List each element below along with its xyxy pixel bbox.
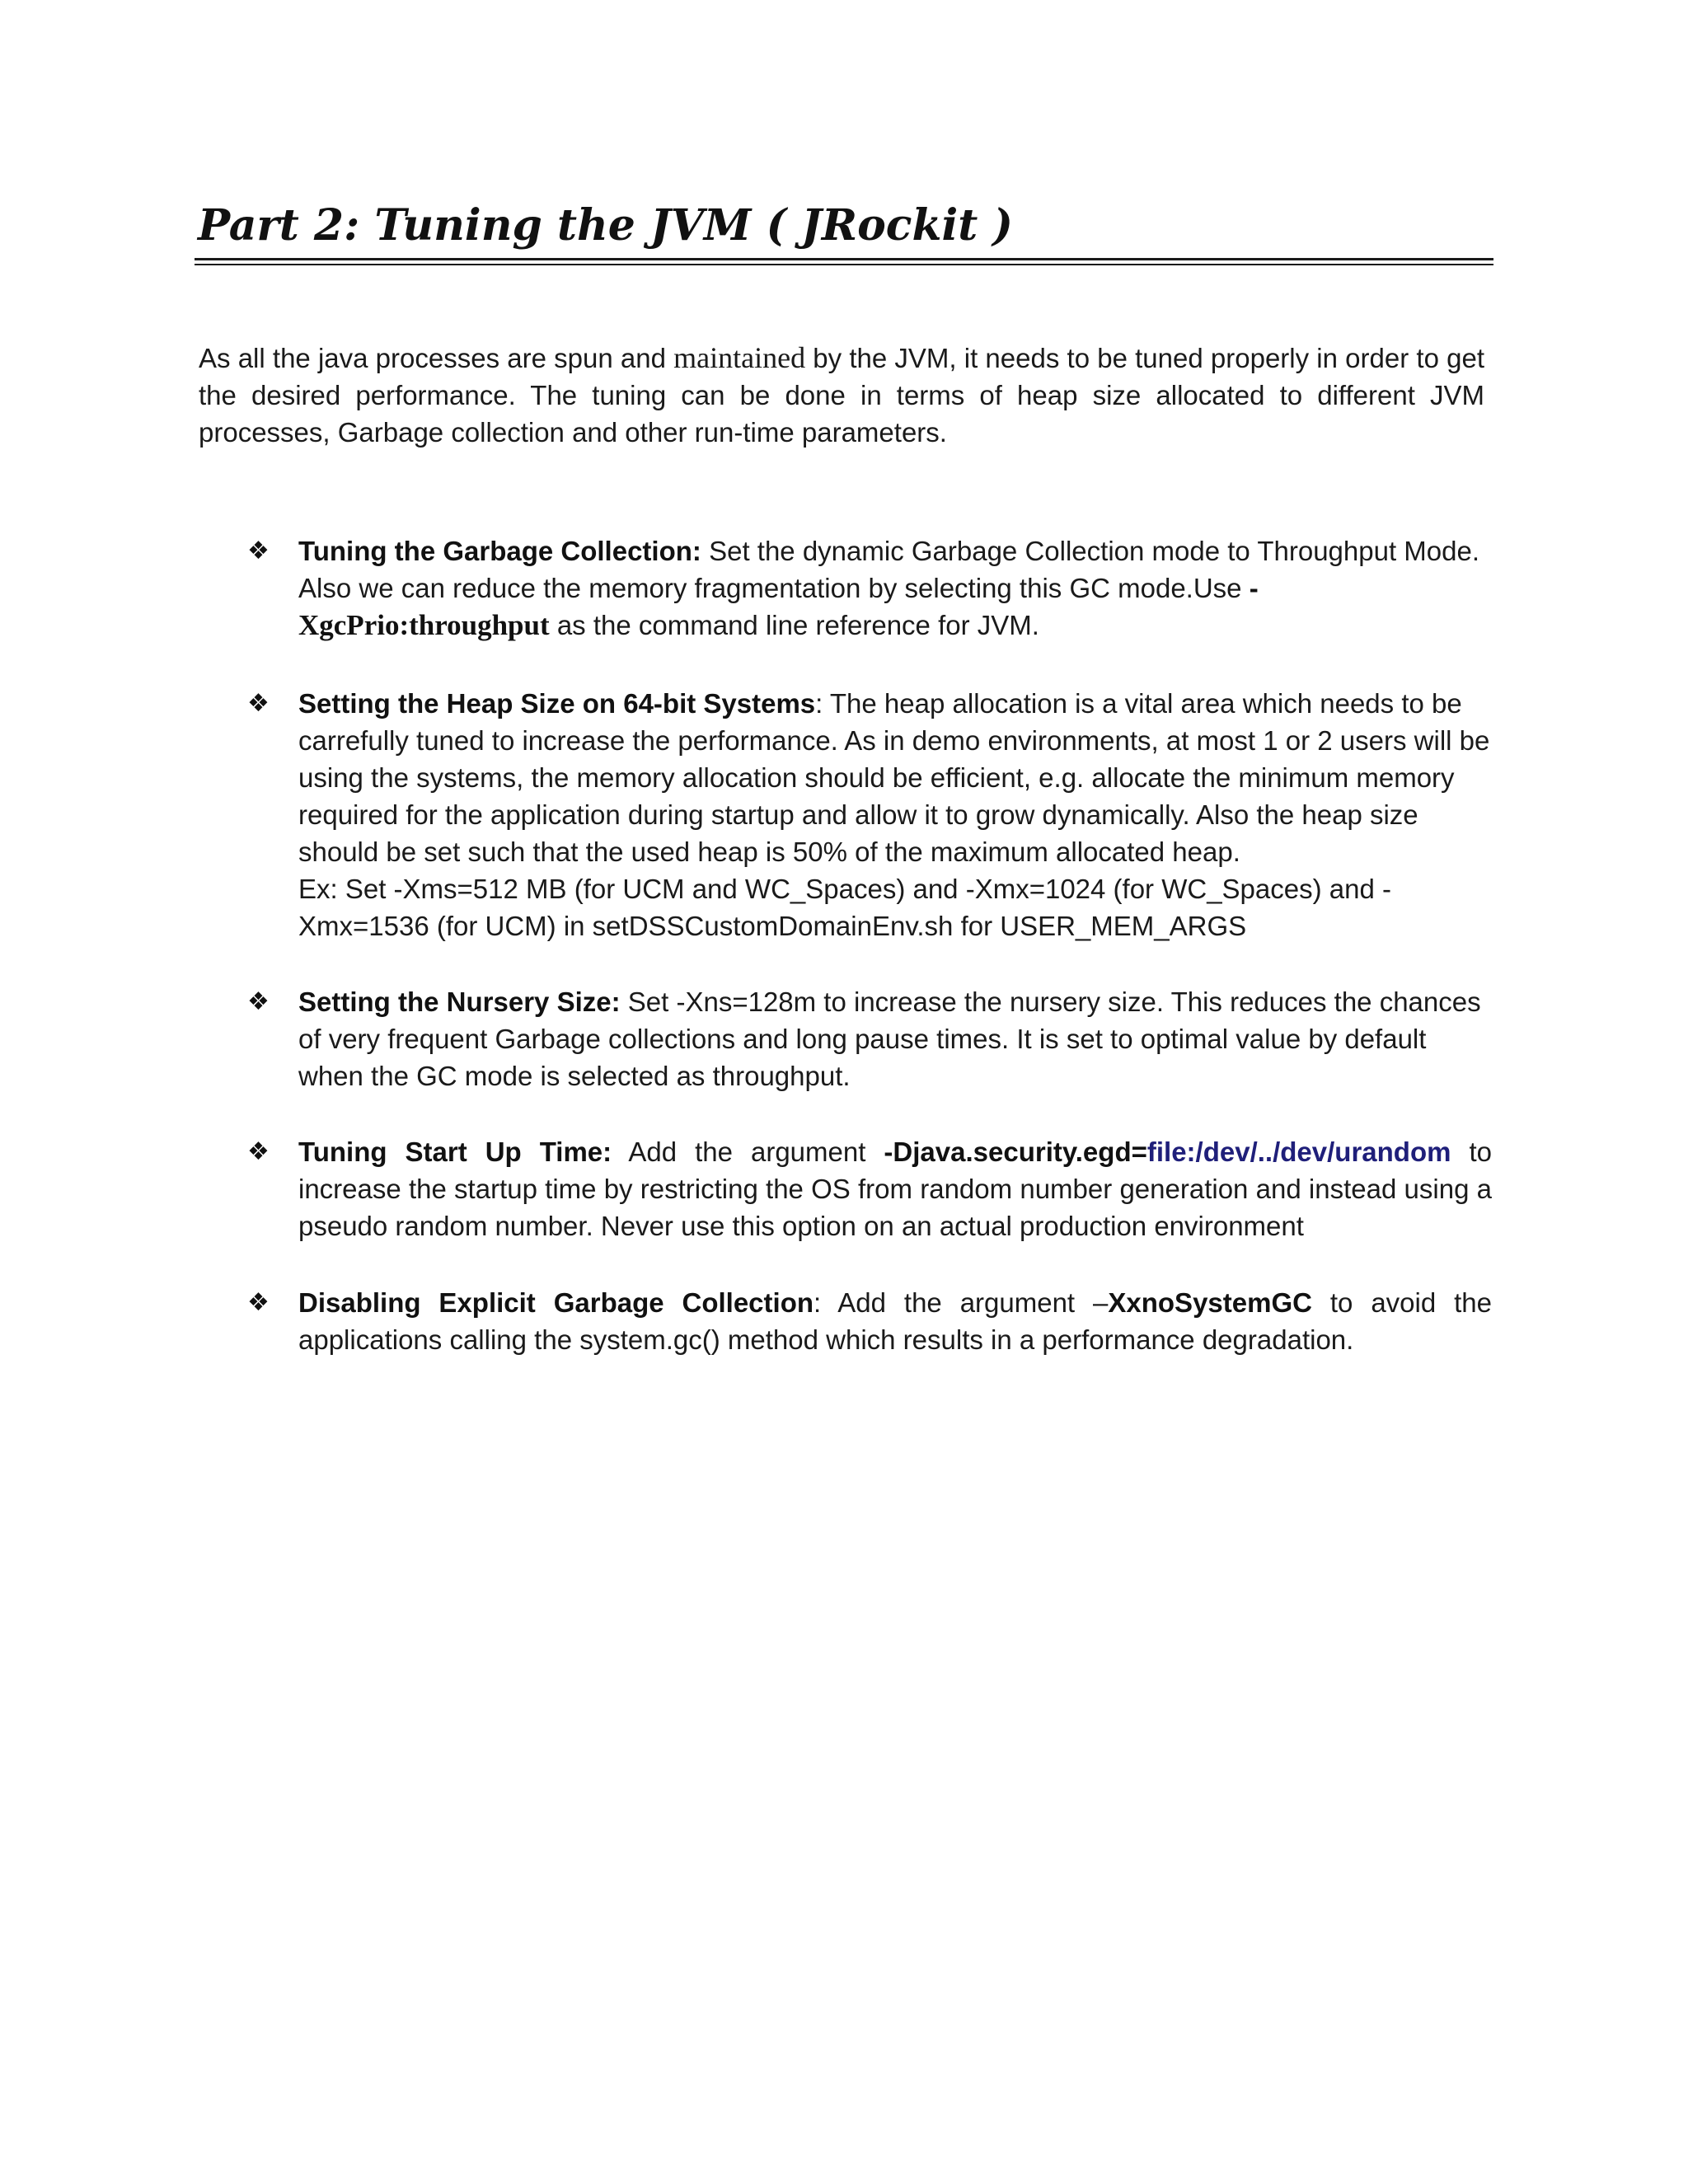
bullet-body-end: to increase the startup time by restricting the OS from random number generation and instead using a pseudo random number. Never use this option on an actual production environment	[298, 1137, 1492, 1241]
page-title: Part 2: Tuning the JVM ( JRockit )	[198, 200, 1013, 251]
intro-text-start: As all the java processes are spun and	[199, 343, 674, 373]
bullet-title: Setting the Heap Size on 64-bit Systems	[298, 688, 816, 719]
bullet-text	[298, 685, 1492, 944]
urandom-link[interactable]: file:/dev/../dev/urandom	[1146, 1137, 1451, 1167]
bullet-title: Setting the Nursery Size:	[298, 987, 621, 1017]
bullet-text	[298, 983, 1492, 1094]
bullet-code: XxnoSystemGC	[1108, 1287, 1312, 1318]
bullet-title: Disabling Explicit Garbage Collection	[298, 1287, 814, 1318]
diamond-bullet-icon: ❖	[247, 987, 270, 1016]
bullet-body: Set -Xns=128m to increase the nursery size. This reduces the chances of very frequent Garbage collections and long pause times. It is set to optimal value by default when the GC mode is selected as throughput.	[298, 987, 1481, 1091]
bullet-dash: -	[1249, 573, 1259, 603]
title-underline-bottom	[195, 264, 1493, 265]
bullet-title: Tuning Start Up Time:	[298, 1137, 612, 1167]
bullet-example: Ex: Set -Xms=512 MB (for UCM and WC_Spaces) and -Xmx=1024 (for WC_Spaces) and -Xmx=1536 (for UCM) in setDSSCustomDomainEnv.sh for USER_MEM_ARGS	[298, 874, 1391, 941]
intro-serif-word: maintained	[673, 341, 806, 374]
diamond-bullet-icon: ❖	[247, 689, 270, 718]
bullet-body: Set the dynamic Garbage Collection mode to Throughput Mode. Also we can reduce the memory fragmentation by selecting this GC mode.Use	[298, 536, 1480, 603]
bullet-text	[298, 1284, 1492, 1358]
bullet-body: Add the argument	[612, 1137, 884, 1167]
diamond-bullet-icon: ❖	[247, 537, 270, 565]
intro-text-end: by the JVM, it needs to be tuned properly in order to get the desired performance. The tuning can be done in terms of heap size allocated to different JVM processes, Garbage collection and other run-time parameters.	[199, 343, 1484, 448]
bullet-body-end: as the command line reference for JVM.	[549, 610, 1039, 640]
diamond-bullet-icon: ❖	[247, 1137, 270, 1166]
bullet-code: -Djava.security.egd=	[884, 1137, 1147, 1167]
bullet-title: Tuning the Garbage Collection:	[298, 536, 701, 566]
bullet-body-end: to avoid the applications calling the system.gc() method which results in a performance degradation.	[298, 1287, 1492, 1355]
diamond-bullet-icon: ❖	[247, 1288, 270, 1317]
bullet-text	[298, 532, 1492, 644]
title-underline-top	[195, 258, 1493, 260]
bullet-body: : Add the argument –	[814, 1287, 1109, 1318]
bullet-code: XgcPrio:throughput	[298, 609, 550, 641]
bullet-body: : The heap allocation is a vital area which needs to be carrefully tuned to increase the performance. As in demo environments, at most 1 or 2 users will be using the systems, the memory allocation should be efficient, e.g. allocate the minimum memory required for the application during startup and allow it to grow dynamically. Also the heap size should be set such that the used heap is 50% of the maximum allocated heap.	[298, 688, 1490, 867]
bullet-text	[298, 1133, 1492, 1244]
intro-paragraph	[199, 340, 1484, 451]
